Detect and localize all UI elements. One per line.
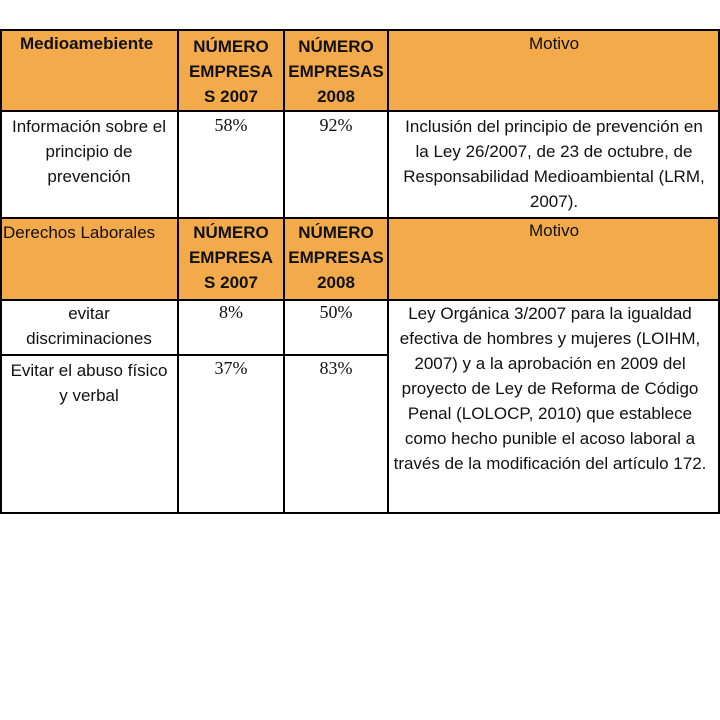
motivo-text <box>380 300 720 513</box>
row-label-line2: y verbal <box>59 386 119 405</box>
table-border-left <box>0 29 2 514</box>
motivo-line3: Responsabilidad Medioambiental (LRM, <box>403 167 705 186</box>
motivo-line2: la Ley 26/2007, de 23 de octubre, de <box>415 142 693 161</box>
row-label <box>0 111 178 218</box>
value-2007 <box>178 300 284 355</box>
header-2007-line3: S 2007 <box>204 87 258 106</box>
value-2008 <box>284 111 388 218</box>
value-2008 <box>284 300 388 355</box>
motivo-line4: 2007). <box>529 192 579 211</box>
header-2007-line1: NÚMERO <box>193 223 269 242</box>
motivo-line4: proyecto de Ley de Reforma de Código <box>401 379 699 398</box>
header-2008-line2: EMPRESAS <box>288 248 384 267</box>
motivo-line1: Ley Orgánica 3/2007 para la igualdad <box>408 304 692 323</box>
value-2008-text: 92% <box>319 115 353 135</box>
value-2008-text: 83% <box>319 358 353 378</box>
value-2007 <box>178 355 284 513</box>
header-derechos-category <box>0 218 178 300</box>
row-label <box>0 300 178 355</box>
row-label-line3: prevención <box>47 167 131 186</box>
header-col-2008 <box>284 218 388 300</box>
table-border-top <box>0 29 720 31</box>
header-col-2007 <box>178 218 284 300</box>
header-2007-line2: EMPRESA <box>188 248 274 267</box>
row-divider <box>0 354 388 356</box>
value-2008 <box>284 355 388 513</box>
table-border-bottom <box>0 512 720 514</box>
header-col-2008 <box>284 30 388 111</box>
row-divider <box>0 299 720 301</box>
motivo-line5: Penal (LOLOCP, 2010) que establece <box>407 404 693 423</box>
motivo-label: Motivo <box>528 221 580 240</box>
row-label-line1: Evitar el abuso físico <box>10 361 168 380</box>
header-motivo <box>388 30 720 111</box>
header-2008-line3: 2008 <box>317 87 355 106</box>
value-2007 <box>178 111 284 218</box>
column-divider <box>387 29 389 514</box>
header-2007-line1: NÚMERO <box>193 37 269 56</box>
header-2008-line3: 2008 <box>317 273 355 292</box>
value-2007-text: 37% <box>214 358 248 378</box>
motivo-line2: efectiva de hombres y mujeres (LOIHM, <box>399 329 701 348</box>
header-col-2007 <box>178 30 284 111</box>
header-2008-line1: NÚMERO <box>298 223 374 242</box>
row-label-line2: discriminaciones <box>26 329 152 348</box>
motivo-text <box>388 111 720 218</box>
header-2007-line3: S 2007 <box>204 273 258 292</box>
value-2008-text: 50% <box>319 302 353 322</box>
row-label-line1: evitar <box>68 304 110 323</box>
motivo-label: Motivo <box>528 34 580 53</box>
category-label: Medioamebiente <box>20 34 154 53</box>
motivo-line6: como hecho punible el acoso laboral a <box>404 429 696 448</box>
motivo-line1: Inclusión del principio de prevención en <box>405 117 703 136</box>
row-divider <box>0 110 720 112</box>
header-motivo <box>388 218 720 300</box>
value-2007-text: 8% <box>219 302 243 322</box>
motivo-line3: 2007) y a la aprobación en 2009 del <box>414 354 686 373</box>
column-divider <box>283 29 285 514</box>
header-2008-line2: EMPRESAS <box>288 62 384 81</box>
value-2007-text: 58% <box>214 115 248 135</box>
row-divider <box>0 217 720 219</box>
row-label <box>0 355 178 513</box>
motivo-line7: través de la modificación del artículo 172. <box>393 454 707 473</box>
category-label: Derechos Laborales <box>3 223 156 242</box>
row-label-line1: Información sobre el <box>11 117 167 136</box>
column-divider <box>177 29 179 514</box>
header-2007-line2: EMPRESA <box>188 62 274 81</box>
header-medioambiente-category <box>0 30 178 111</box>
row-label-line2: principio de <box>45 142 133 161</box>
header-2008-line1: NÚMERO <box>298 37 374 56</box>
